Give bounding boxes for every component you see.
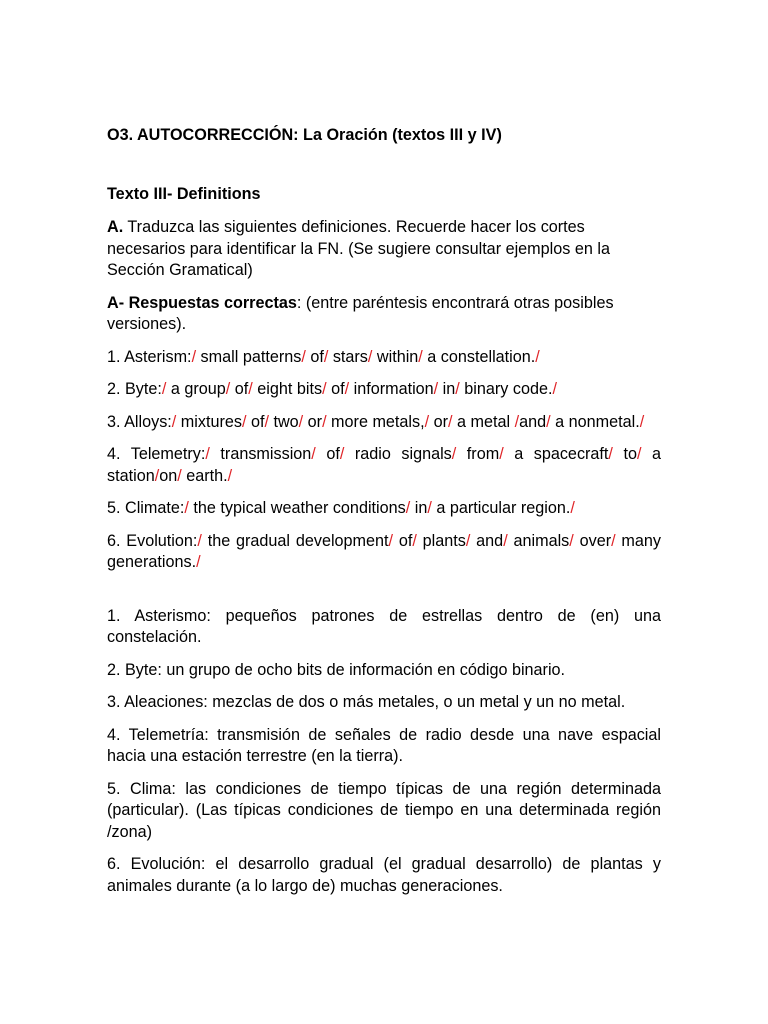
definition-segment: the gradual development: [201, 531, 389, 550]
answers-intro-text: : (entre paréntesis encontrará otras posibles versiones).: [107, 293, 614, 333]
definition-segment: 4. Telemetry:: [107, 445, 206, 463]
segment-slash: /: [570, 499, 575, 517]
segment-slash: /: [241, 412, 247, 431]
segment-slash: /: [264, 412, 269, 431]
definition-segment: of: [326, 380, 345, 398]
segment-slash: /: [323, 347, 329, 366]
definition-item: [107, 444, 661, 487]
segment-slash: /: [227, 466, 233, 485]
definition-segment: small patterns: [196, 347, 302, 366]
segment-slash: /: [503, 531, 508, 550]
segment-slash: /: [388, 531, 394, 550]
definition-segment: a spacecraft: [503, 445, 609, 463]
definition-segment: two: [268, 412, 299, 431]
segment-slash: /: [546, 412, 551, 431]
translation-item: 4. Telemetría: transmisión de señales de radio desde una nave espacial hacia una estación terrestre (en la tierra).: [107, 725, 661, 765]
definition-segment: 6. Evolution:: [107, 531, 198, 550]
definition-segment: radio signals: [344, 445, 452, 463]
definition-segment: 1. Asterism:: [107, 347, 192, 366]
definition-segment: 3. Alloys:: [107, 412, 172, 431]
definition-segment: plants: [416, 531, 466, 550]
segment-slash: /: [154, 466, 160, 485]
instruction-paragraph: [107, 217, 661, 282]
definition-item: [107, 498, 661, 520]
segment-slash: /: [191, 347, 197, 366]
definition-segment: a particular region.: [431, 499, 571, 517]
definition-segment: of: [246, 412, 265, 431]
answers-intro-paragraph: [107, 293, 661, 336]
segment-slash: /: [427, 499, 432, 517]
definition-segment: more metals,: [326, 412, 425, 431]
definition-segment: many generations.: [107, 531, 661, 571]
segment-slash: /: [412, 531, 417, 550]
segment-slash: /: [196, 553, 201, 571]
definition-segment: in: [438, 380, 456, 398]
definition-segment: from: [456, 445, 500, 463]
translations-list: [107, 606, 661, 898]
definition-segment: animals: [507, 531, 570, 550]
segment-slash: /: [639, 412, 645, 431]
segment-slash: /: [197, 531, 202, 550]
segment-slash: /: [344, 380, 350, 398]
definition-segment: binary code.: [459, 380, 553, 398]
segment-slash: /: [451, 445, 457, 463]
definition-segment: a metal: [452, 412, 515, 431]
segment-slash: /: [248, 380, 253, 398]
definition-segment: stars: [328, 347, 368, 366]
instruction-label: A.: [107, 218, 124, 236]
definition-segment: to: [612, 445, 637, 463]
definition-segment: and: [470, 531, 504, 550]
segment-slash: /: [322, 412, 327, 431]
segment-slash: /: [171, 412, 177, 431]
definition-segment: 5. Climate:: [107, 499, 185, 517]
segment-slash: /: [499, 445, 504, 463]
segment-slash: /: [455, 380, 460, 398]
definition-segment: of: [305, 347, 324, 366]
segment-slash: /: [367, 347, 373, 366]
definition-segment: of: [315, 445, 340, 463]
segment-slash: /: [298, 412, 304, 431]
translation-item: 1. Asterismo: pequeños patrones de estrellas dentro de (en) una constelación.: [107, 606, 661, 646]
definition-segment: transmission: [209, 445, 312, 463]
instruction-text: Traduzca las siguientes definiciones. Recuerde hacer los cortes necesarios para identificar la FN. (Se sugiere consultar ejemplos en la Sección Gramatical): [107, 218, 610, 279]
definition-segment: over: [573, 531, 612, 550]
segment-slash: /: [448, 412, 453, 431]
segment-slash: /: [535, 347, 540, 366]
segment-slash: /: [569, 531, 574, 550]
definition-segment: on: [159, 466, 178, 485]
segment-slash: /: [311, 445, 316, 463]
translation-item: 2. Byte: un grupo de ocho bits de información en código binario.: [107, 660, 566, 679]
segment-slash: /: [177, 466, 182, 485]
segment-slash: /: [301, 347, 306, 366]
definition-segment: a nonmetal.: [550, 412, 640, 431]
definition-segment: eight bits: [252, 380, 323, 398]
segment-slash: /: [424, 412, 430, 431]
segment-slash: /: [405, 499, 411, 517]
segment-slash: /: [184, 499, 189, 517]
definition-segment: in: [410, 499, 428, 517]
segment-slash: /: [205, 445, 210, 463]
definition-segment: or: [303, 412, 323, 431]
definition-segment: a constellation.: [422, 347, 536, 366]
definition-segment: 2. Byte:: [107, 380, 162, 398]
definition-segment: mixtures: [176, 412, 242, 431]
segment-slash: /: [322, 380, 327, 398]
definition-segment: and: [519, 412, 547, 431]
definition-segment: within: [372, 347, 419, 366]
segment-slash: /: [418, 347, 423, 366]
section-spacer: [107, 585, 661, 606]
answers-intro-label: A- Respuestas correctas: [107, 293, 297, 312]
segment-slash: /: [552, 380, 557, 398]
definition-segment: the typical weather conditions: [188, 499, 406, 517]
document-content: [107, 125, 661, 908]
segment-slash: /: [611, 531, 616, 550]
definition-segment: a group: [166, 380, 226, 398]
translation-item: 3. Aleaciones: mezclas de dos o más metales, o un metal y un no metal.: [107, 693, 626, 711]
segment-slash: /: [514, 412, 520, 431]
definition-item: [107, 347, 661, 369]
segment-slash: /: [225, 380, 231, 398]
document-title: O3. AUTOCORRECCIÓN: La Oración (textos III y IV): [107, 126, 502, 144]
definition-item: [107, 531, 661, 574]
segment-slash: /: [433, 380, 439, 398]
definition-segment: of: [393, 531, 413, 550]
segment-slash: /: [161, 380, 167, 398]
definition-segment: information: [349, 380, 434, 398]
definition-segment: earth.: [181, 466, 228, 485]
segment-slash: /: [465, 531, 471, 550]
section-subtitle: Texto III- Definitions: [107, 184, 261, 203]
definition-segment: or: [429, 412, 449, 431]
definition-item: [107, 412, 661, 434]
definition-segment: of: [230, 380, 249, 398]
translation-item: 6. Evolución: el desarrollo gradual (el gradual desarrollo) de plantas y animales durante (a lo largo de) muchas generaciones.: [107, 855, 661, 895]
segment-slash: /: [608, 445, 613, 463]
segment-slash: /: [339, 445, 345, 463]
segment-slash: /: [636, 445, 642, 463]
segmented-definitions-list: [107, 347, 661, 574]
definition-item: [107, 379, 661, 401]
definition-segment: a station: [107, 445, 661, 485]
translation-item: 5. Clima: las condiciones de tiempo típicas de una región determinada (particular). (Las típicas condiciones de tiempo en una determinada región /zona): [107, 779, 661, 841]
